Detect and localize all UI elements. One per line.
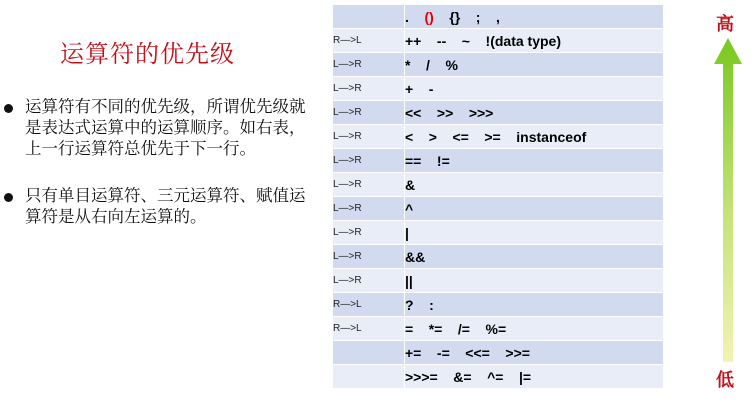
- operators-cell: = *= /= %=: [405, 317, 664, 341]
- associativity-cell: L—>R: [333, 101, 405, 125]
- bullet-dot-icon: [4, 104, 13, 113]
- operators-cell: &&: [405, 245, 664, 269]
- bullet-item: [4, 96, 316, 159]
- priority-low-label: 低: [716, 370, 734, 391]
- table-row: [333, 341, 664, 365]
- table-row: [333, 101, 664, 125]
- associativity-cell: L—>R: [333, 197, 405, 221]
- table-row: [333, 29, 664, 53]
- table-row: [333, 293, 664, 317]
- associativity-cell: [333, 341, 405, 365]
- associativity-cell: L—>R: [333, 77, 405, 101]
- table-row: [333, 221, 664, 245]
- associativity-cell: [333, 5, 405, 29]
- associativity-cell: R—>L: [333, 293, 405, 317]
- associativity-cell: R—>L: [333, 29, 405, 53]
- operators-cell: << >> >>>: [405, 101, 664, 125]
- operators-cell: &: [405, 173, 664, 197]
- operators-cell: ? :: [405, 293, 664, 317]
- operators-cell: ^: [405, 197, 664, 221]
- table-row: [333, 245, 664, 269]
- bullet-list: [4, 96, 316, 253]
- bullet-dot-icon: [4, 193, 13, 202]
- associativity-cell: L—>R: [333, 149, 405, 173]
- operators-highlight: (): [424, 8, 434, 25]
- table-row: [333, 365, 664, 389]
- operators-cell: [405, 5, 664, 29]
- bullet-text: 运算符有不同的优先级，所谓优先级就是表达式运算中的运算顺序。如右表，上一行运算符总优先于下一行。: [25, 97, 306, 158]
- table-row: [333, 173, 664, 197]
- operators-text: .: [405, 8, 409, 25]
- associativity-cell: R—>L: [333, 317, 405, 341]
- associativity-cell: L—>R: [333, 245, 405, 269]
- operators-cell: + -: [405, 77, 664, 101]
- table-row: [333, 149, 664, 173]
- operators-cell: < > <= >= instanceof: [405, 125, 664, 149]
- bullet-text: 只有单目运算符、三元运算符、赋值运算符是从右向左运算的。: [25, 186, 306, 226]
- operators-cell: += -= <<= >>=: [405, 341, 664, 365]
- associativity-cell: L—>R: [333, 125, 405, 149]
- bullet-item: [4, 185, 316, 227]
- page-title: 运算符的优先级: [60, 40, 235, 68]
- operators-cell: >>>= &= ^= |=: [405, 365, 664, 389]
- operators-cell: * / %: [405, 53, 664, 77]
- operator-precedence-table: [332, 4, 664, 389]
- priority-high-label: 高: [716, 14, 734, 35]
- table-row: [333, 269, 664, 293]
- table-row: [333, 77, 664, 101]
- associativity-cell: L—>R: [333, 269, 405, 293]
- table-row: [333, 5, 664, 29]
- operators-cell: == !=: [405, 149, 664, 173]
- operators-text-rest: {} ; ,: [449, 8, 500, 25]
- table-row: [333, 197, 664, 221]
- priority-arrow-icon: [714, 38, 742, 362]
- operators-cell: ||: [405, 269, 664, 293]
- table-row: [333, 317, 664, 341]
- associativity-cell: [333, 365, 405, 389]
- associativity-cell: L—>R: [333, 173, 405, 197]
- table-row: [333, 125, 664, 149]
- operators-cell: ++ -- ~ !(data type): [405, 29, 664, 53]
- associativity-cell: L—>R: [333, 221, 405, 245]
- operators-cell: |: [405, 221, 664, 245]
- associativity-cell: L—>R: [333, 53, 405, 77]
- table-row: [333, 53, 664, 77]
